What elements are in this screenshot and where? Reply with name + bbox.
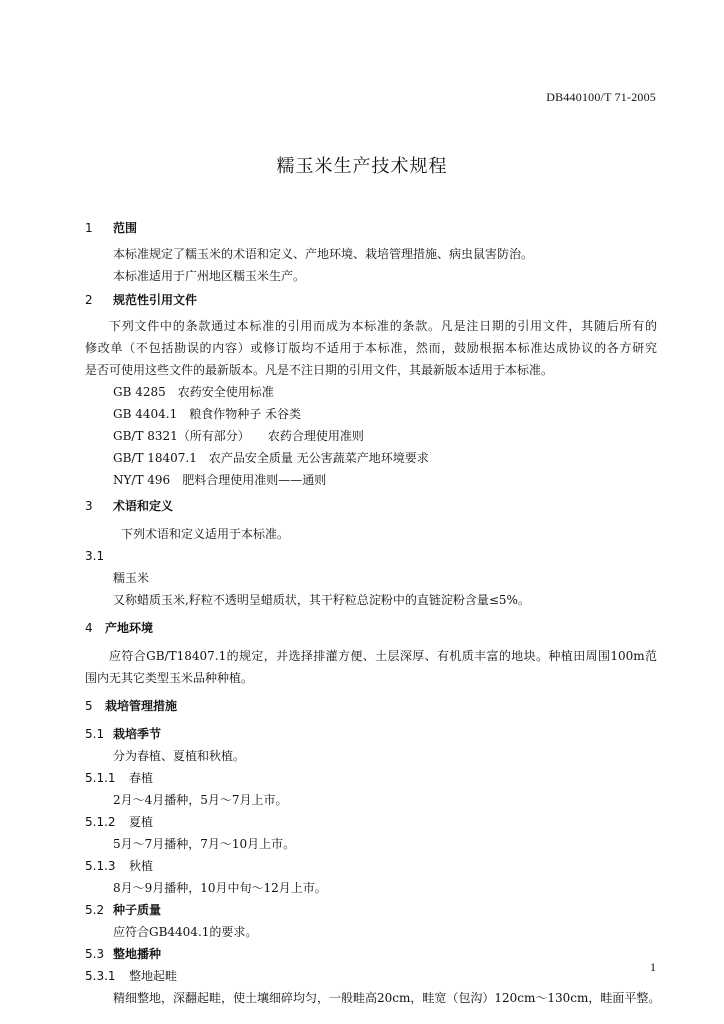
reference-item xyxy=(85,469,657,491)
subsubsection-heading-summer xyxy=(85,811,657,833)
paragraph-line: 是否可使用这些文件的最新版本。凡是不注日期的引用文件，其最新版本适用于本标准。 xyxy=(85,363,554,377)
section-heading-terms xyxy=(85,495,657,517)
paragraph-line: 围内无其它类型玉米品种种植。 xyxy=(85,671,254,685)
section-number: 4 xyxy=(85,621,93,635)
section-title: 规范性引用文件 xyxy=(113,293,198,307)
subsubsection-title: 整地起畦 xyxy=(129,969,178,983)
subsection-heading-season xyxy=(85,723,657,745)
reference-item xyxy=(85,447,657,469)
section-title: 栽培管理措施 xyxy=(105,699,178,713)
subsection-title: 整地播种 xyxy=(113,947,162,961)
section-number: 3 xyxy=(85,499,93,513)
paragraph: 下列术语和定义适用于本标准。 xyxy=(121,527,290,541)
subsubsection-number: 5.1.1 xyxy=(85,771,116,785)
document-code: DB440100/T 71-2005 xyxy=(546,90,656,104)
paragraph: 8月～9月播种，10月中旬～12月上市。 xyxy=(113,881,327,895)
term-name: 糯玉米 xyxy=(113,571,150,585)
paragraph: 精细整地，深翻起畦，使土壤细碎均匀，一般畦高20cm，畦宽（包沟）120cm～130cm，畦面平整。 xyxy=(113,991,661,1005)
paragraph: 本标准适用于广州地区糯玉米生产。 xyxy=(113,269,306,283)
section-heading-cultivation xyxy=(85,695,657,717)
subsubsection-heading-spring xyxy=(85,767,657,789)
reference-name: 农药安全使用标准 xyxy=(177,385,274,399)
section-heading-normative-references xyxy=(85,289,657,311)
subsection-title: 栽培季节 xyxy=(113,727,162,741)
paragraph-line: 应符合GB/T18407.1的规定，并选择排灌方便、土层深厚、有机质丰富的地块。种植田周围100m范 xyxy=(109,649,657,663)
subsubsection-title: 春植 xyxy=(129,771,154,785)
subsection-number: 5.3 xyxy=(85,947,105,961)
section-title: 产地环境 xyxy=(105,621,154,635)
subsubsection-title: 秋植 xyxy=(129,859,154,873)
reference-code: GB 4404.1 xyxy=(113,407,178,421)
section-heading-environment xyxy=(85,617,657,639)
reference-code: GB 4285 xyxy=(113,385,166,399)
paragraph: 2月～4月播种，5月～7月上市。 xyxy=(113,793,288,807)
subsubsection-number: 5.1.3 xyxy=(85,859,116,873)
page-number: 1 xyxy=(650,960,656,974)
subsubsection-number: 5.1.2 xyxy=(85,815,116,829)
subsubsection-title: 夏植 xyxy=(129,815,154,829)
reference-item xyxy=(85,403,657,425)
subsection-number: 3.1 xyxy=(85,549,105,563)
section-number: 2 xyxy=(85,293,93,307)
reference-name: 肥料合理使用准则——通则 xyxy=(182,473,327,487)
paragraph-line: 修改单（不包括勘误的内容）或修订版均不适用于本标准，然而，鼓励根据本标准达成协议的各方研究 xyxy=(85,341,657,355)
reference-name: 农产品安全质量 无公害蔬菜产地环境要求 xyxy=(208,451,429,465)
subsection-heading-seed-quality xyxy=(85,899,657,921)
section-number: 5 xyxy=(85,699,93,713)
subsection-number: 5.1 xyxy=(85,727,105,741)
subsection-number: 5.2 xyxy=(85,903,105,917)
reference-item xyxy=(85,381,657,403)
subsubsection-heading-autumn xyxy=(85,855,657,877)
subsubsection-number: 5.3.1 xyxy=(85,969,116,983)
reference-name: 粮食作物种子 禾谷类 xyxy=(189,407,302,421)
paragraph-line: 下列文件中的条款通过本标准的引用而成为本标准的条款。凡是注日期的引用文件，其随后所有的 xyxy=(109,319,657,333)
subsection-title: 种子质量 xyxy=(113,903,162,917)
section-number: 1 xyxy=(85,221,93,235)
reference-name: 农药合理使用准则 xyxy=(267,429,364,443)
subsection-heading-land-prep xyxy=(85,943,657,965)
section-heading-scope xyxy=(85,217,657,239)
document-body xyxy=(85,210,661,1009)
paragraph: 分为春植、夏植和秋植。 xyxy=(113,749,246,763)
reference-item xyxy=(85,425,657,447)
subsubsection-heading-ridging xyxy=(85,965,657,987)
reference-code: GB/T 8321（所有部分） xyxy=(113,429,250,443)
term-definition: 又称蜡质玉米,籽粒不透明呈蜡质状，其干籽粒总淀粉中的直链淀粉含量≤5%。 xyxy=(113,593,530,607)
reference-code: NY/T 496 xyxy=(113,473,171,487)
paragraph: 本标准规定了糯玉米的术语和定义、产地环境、栽培管理措施、病虫鼠害防治。 xyxy=(113,247,534,261)
paragraph: 5月～7月播种，7月～10月上市。 xyxy=(113,837,296,851)
document-title: 糯玉米生产技术规程 xyxy=(276,156,448,177)
paragraph: 应符合GB4404.1的要求。 xyxy=(113,925,258,939)
section-title: 术语和定义 xyxy=(113,499,174,513)
section-title: 范围 xyxy=(113,221,138,235)
reference-code: GB/T 18407.1 xyxy=(113,451,197,465)
